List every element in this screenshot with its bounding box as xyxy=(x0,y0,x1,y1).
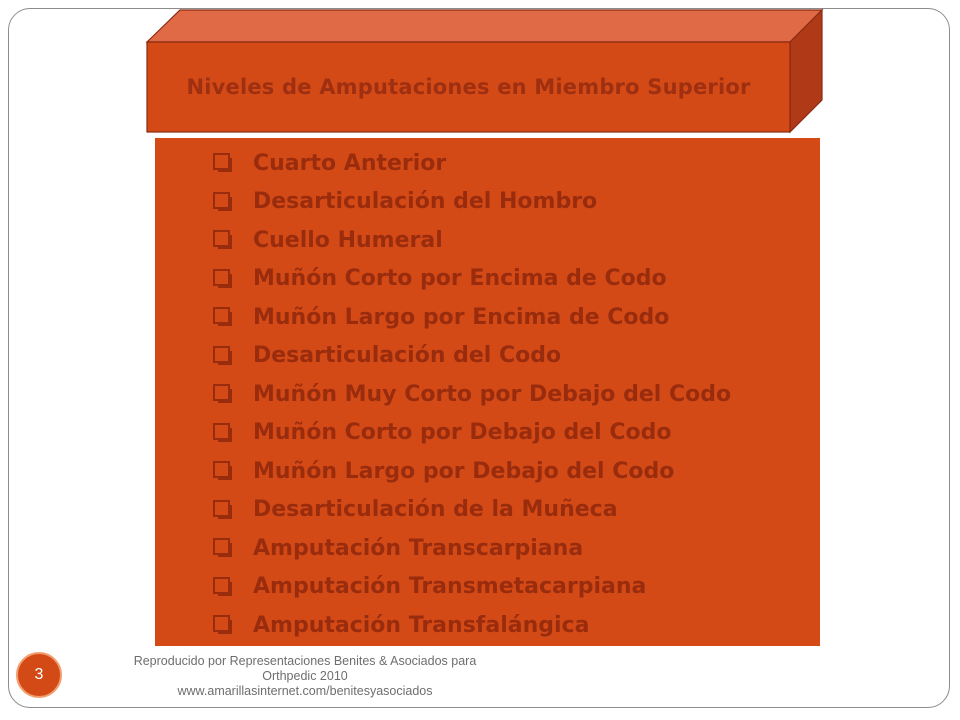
list-item-label: Desarticulación del Hombro xyxy=(253,189,598,215)
footer-line-2: Orthpedic 2010 xyxy=(262,669,348,683)
footer-credit xyxy=(95,654,515,699)
list-item xyxy=(213,337,731,376)
list-item xyxy=(213,568,731,607)
checkbox-square-icon xyxy=(213,269,233,289)
list-item-label: Desarticulación de la Muñeca xyxy=(253,497,618,523)
checkbox-square-icon xyxy=(213,346,233,366)
list-item xyxy=(213,606,731,645)
checkbox-square-icon xyxy=(213,230,233,250)
footer-line-3: www.amarillasinternet.com/benitesyasociados xyxy=(177,684,433,698)
list-item xyxy=(213,529,731,568)
checkbox-square-icon xyxy=(213,307,233,327)
list-item xyxy=(213,221,731,260)
list-item-label: Muñón Corto por Encima de Codo xyxy=(253,266,667,292)
checkbox-square-icon xyxy=(213,153,233,173)
list-item xyxy=(213,414,731,453)
checkbox-square-icon xyxy=(213,538,233,558)
page-number-badge: 3 xyxy=(16,652,62,698)
list-item-label: Amputación Transcarpiana xyxy=(253,535,584,561)
list-item xyxy=(213,144,731,183)
list-item xyxy=(213,183,731,222)
list-item xyxy=(213,375,731,414)
checkbox-square-icon xyxy=(213,192,233,212)
checkbox-square-icon xyxy=(213,500,233,520)
checkbox-square-icon xyxy=(213,423,233,443)
list-item xyxy=(213,260,731,299)
list-item-label: Muñón Corto por Debajo del Codo xyxy=(253,420,672,446)
list-item xyxy=(213,298,731,337)
checkbox-square-icon xyxy=(213,384,233,404)
list-item-label: Muñón Muy Corto por Debajo del Codo xyxy=(253,381,732,407)
checkbox-square-icon xyxy=(213,577,233,597)
list-item-label: Muñón Largo por Debajo del Codo xyxy=(253,458,675,484)
checkbox-square-icon xyxy=(213,461,233,481)
list-item-label: Desarticulación del Codo xyxy=(253,343,562,369)
list-item-label: Muñón Largo por Encima de Codo xyxy=(253,304,670,330)
list-item-label: Amputación Transmetacarpiana xyxy=(253,574,647,600)
amputation-level-list xyxy=(213,144,731,645)
checkbox-square-icon xyxy=(213,615,233,635)
list-item-label: Cuello Humeral xyxy=(253,227,443,253)
slide-title: Niveles de Amputaciones en Miembro Superior xyxy=(186,75,751,99)
list-item xyxy=(213,491,731,530)
list-item-label: Amputación Transfalángica xyxy=(253,612,590,638)
list-item xyxy=(213,452,731,491)
list-item-label: Cuarto Anterior xyxy=(253,150,447,176)
footer-line-1: Reproducido por Representaciones Benites & Asociados para xyxy=(133,654,477,668)
content-panel xyxy=(155,138,820,646)
